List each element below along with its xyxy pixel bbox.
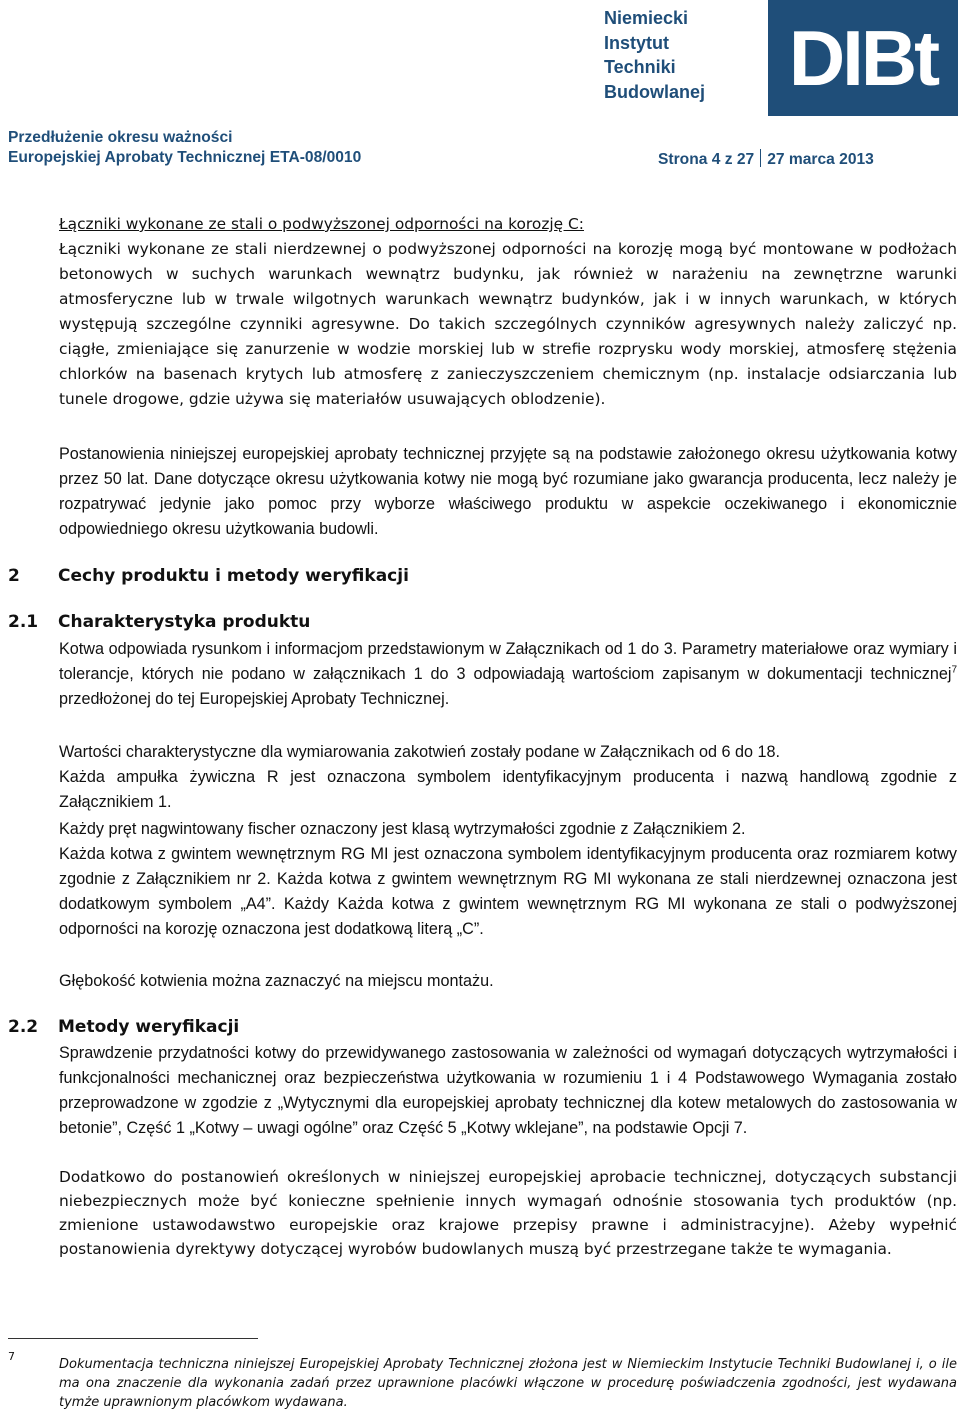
header-separator: [760, 149, 761, 167]
footnote-text: Dokumentacja techniczna niniejszej Europejskiej Aprobaty Technicznej złożona jest w Niemieckim Instytucie Techniki Budowlanej i, o ile ma ona znaczenie dla wykonania zadań przez uprawnione placówki włączone w procedurę poświadczenia zgodności, jest wydawana tymże uprawnionym placówkom wydawana.: [59, 1357, 957, 1410]
anchorage-depth-paragraph: Głębokość kotwienia można zaznaczyć na miejscu montażu.: [59, 972, 494, 990]
internal-thread-paragraph: Każda kotwa z gwintem wewnętrznym RG MI jest oznaczona symbolem identyfikacyjnym producenta oraz rozmiarem kotwy zgodnie z Załącznikiem nr 2. Każda kotwa z gwintem wewnętrznym RG MI wykonana ze stali nierdzewnej oznaczona jest dodatkowym symbolem „A4”. Każdy Każda kotwa z gwintem wewnętrznym RG MI wykonana ze stali o podwyższonej odporności na korozję oznaczona jest dodatkową literą „C”.: [59, 845, 957, 938]
dangerous-substances-paragraph: Dodatkowo do postanowień określonych w niniejszej europejskiej aprobacie technicznej, dotyczących substancji niebezpiecznych może być konieczne spełnienie innych wymagań odnośnie stosowania tych produktów (np. zmienione ustawodawstwo europejskie oraz krajowe przepisy prawne i administracyjne). Ażeby wypełnić postanowienia dyrektywy dotyczącej wyrobów budowlanych muszą być przestrzegane także te wymagania.: [59, 1168, 957, 1258]
institute-name-line: Niemiecki: [604, 8, 689, 28]
footnote-number: 7: [8, 1350, 15, 1363]
resin-capsule-paragraph: Każda ampułka żywiczna R jest oznaczona symbolem identyfikacyjnym producenta i nazwą handlową zgodnie z Załącznikiem 1.: [59, 768, 957, 811]
section-2-1-heading: [8, 612, 310, 632]
threaded-rod-paragraph: Każdy pręt nagwintowany fischer oznaczony jest klasą wytrzymałości zgodnie z Załącznikiem 2.: [59, 820, 746, 838]
logo-text: DIBt: [788, 14, 938, 102]
section-number: 2.2: [8, 1017, 39, 1037]
header-title: Przedłużenie okresu ważności: [8, 129, 233, 146]
section-2-heading: [8, 566, 409, 586]
institute-name: [604, 6, 754, 104]
institute-name-line: Instytut: [604, 32, 669, 53]
institute-name-line: Techniki: [604, 57, 676, 77]
product-description-paragraph: Kotwa odpowiada rysunkom i informacjom przedstawionym w Załącznikach od 1 do 3. Parametry materiałowe oraz wymiary i tolerancje, których nie podano w załącznikach 1 do 3 odpowiadają wartościom zapisanym w dokumentacji technicznej$^7$ przedłożonej do tej Europejskiej Aprobaty Technicznej.: [59, 640, 957, 708]
characteristic-values-paragraph: Wartości charakterystyczne dla wymiarowania zakotwień zostały podane w Załącznikach od 6 do 18.: [59, 743, 780, 761]
section-number: 2: [8, 566, 20, 586]
section-2-2-heading: [8, 1017, 239, 1037]
section-number: 2.1: [8, 612, 39, 632]
service-life-paragraph: Postanowienia niniejszej europejskiej aprobaty technicznej przyjęte są na podstawie założonego okresu użytkowania kotwy przez 50 lat. Dane dotyczące okresu użytkowania kotwy nie mogą być rozumiane jako gwarancja producenta, lecz należy je rozpatrywać jedynie jako pomoc przy wyborze właściwego produktu w aspekcie oczekiwanego i ekonomicznie odpowiedniego okresu użytkowania budowli.: [59, 445, 957, 538]
section-title: Charakterystyka produktu: [58, 612, 311, 632]
dibt-logo: [768, 0, 958, 116]
corrosion-paragraph: Łączniki wykonane ze stali nierdzewnej o podwyższonej odporności na korozję mogą być montowane w podłożach betonowych w suchych warunkach wewnątrz budynku, jak również w narażeniu na zewnętrzne warunki atmosferyczne lub w trwale wilgotnych warunkach wewnątrz budynków, jak i w innych warunkach, w których występują szczególne czynniki agresywne. Do takich szczególnych czynników agresywnych należy zaliczyć np. ciągłe, zmieniające się zanurzenie w wodzie morskiej lub w strefie rozprysku wody morskiej, atmosferę stężenia chlorków na basenach krytych lub atmosferę z zanieczyszczeniem chemicznym (np. instalacje odsiarczania lub tunele drogowe, gdzie używa się materiałów usuwających oblodzenie).: [59, 240, 957, 408]
section-title: Cechy produktu i metody weryfikacji: [58, 566, 409, 586]
header-page-info: [658, 149, 874, 169]
section-title: Metody weryfikacji: [58, 1017, 240, 1037]
header-document-id: Europejskiej Aprobaty Technicznej ETA-08/0010: [8, 149, 362, 166]
header-date: 27 marca 2013: [767, 151, 874, 168]
corrosion-heading: Łączniki wykonane ze stali o podwyższonej odporności na korozję C:: [59, 215, 584, 233]
verification-paragraph: Sprawdzenie przydatności kotwy do przewidywanego zastosowania w zależności od wymagań dotyczących wytrzymałości i funkcjonalności mechanicznej oraz bezpieczeństwa użytkowania w rozumieniu 1 i 4 Podstawowego Wymagania zostało przeprowadzone w zgodzie z „Wytycznymi dla europejskiej aprobaty technicznej dla kotew metalowych do zastosowania w betonie”, Część 1 „Kotwy – uwagi ogólne” oraz Część 5 „Kotwy wklejane”, na podstawie Opcji 7.: [59, 1044, 957, 1137]
page-number: Strona 4 z 27: [658, 151, 755, 168]
footnote-ref: 7: [951, 664, 957, 676]
footnote-separator: [8, 1338, 258, 1339]
institute-name-line: Budowlanej: [604, 81, 706, 102]
